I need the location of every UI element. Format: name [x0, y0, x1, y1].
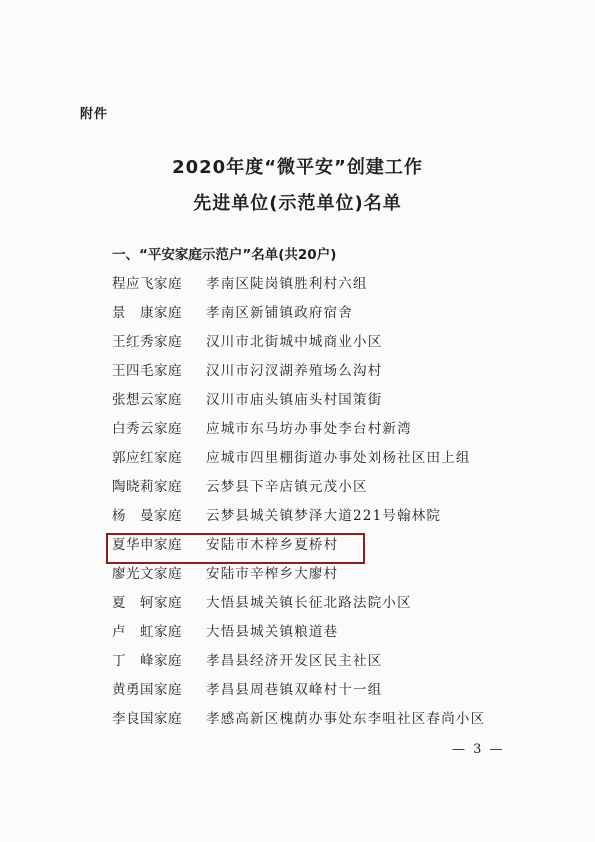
attachment-label: 附件	[80, 107, 109, 122]
household-address: 大悟县城关镇长征北路法院小区	[206, 595, 412, 611]
household-address: 云梦县城关镇梦泽大道221号翰林院	[206, 508, 442, 524]
list-item	[112, 391, 485, 420]
section-heading: 一、“平安家庭示范户”名单(共20户)	[112, 247, 337, 263]
household-name: 陶晓莉家庭	[112, 479, 182, 495]
household-name: 廖光文家庭	[112, 566, 182, 582]
household-address: 应城市四里棚街道办事处刘杨社区田上组	[206, 450, 471, 466]
highlight-box	[106, 533, 365, 564]
household-address: 应城市东马坊办事处李台村新湾	[206, 421, 412, 437]
household-name: 白秀云家庭	[112, 421, 182, 437]
household-address: 安陆市木梓乡夏桥村	[206, 537, 339, 553]
household-name: 夏 轲家庭	[112, 595, 182, 611]
household-name: 王红秀家庭	[112, 334, 182, 350]
household-name: 卢 虹家庭	[112, 624, 182, 640]
household-address: 孝南区新铺镇政府宿舍	[206, 305, 353, 321]
household-address: 孝昌县经济开发区民主社区	[206, 653, 383, 669]
household-address: 孝感高新区槐荫办事处东李咀社区春尚小区	[206, 711, 486, 727]
household-address: 汉川市北街城中城商业小区	[206, 334, 383, 350]
document-title-line-1: 2020年度“微平安”创建工作	[172, 157, 423, 178]
household-name: 程应飞家庭	[112, 276, 182, 292]
list-item	[112, 594, 485, 623]
list-item	[112, 449, 485, 478]
list-item	[112, 623, 485, 652]
list-item	[112, 681, 485, 710]
household-name: 黄勇国家庭	[112, 682, 182, 698]
household-address: 孝南区陡岗镇胜利村六组	[206, 276, 368, 292]
list-item	[112, 507, 485, 536]
household-list	[112, 275, 485, 739]
household-address: 安陆市辛榨乡大廖村	[206, 566, 339, 582]
household-name: 李良国家庭	[112, 711, 182, 727]
household-address: 汉川市汈汊湖养殖场么沟村	[206, 363, 383, 379]
list-item	[112, 275, 485, 304]
list-item	[112, 333, 485, 362]
household-address: 汉川市庙头镇庙头村国策街	[206, 392, 383, 408]
list-item	[112, 710, 485, 739]
household-address: 孝昌县周巷镇双峰村十一组	[206, 682, 383, 698]
household-address: 云梦县下辛店镇元茂小区	[206, 479, 368, 495]
list-item	[112, 420, 485, 449]
household-name: 景 康家庭	[112, 305, 182, 321]
household-name: 夏华申家庭	[112, 537, 182, 553]
list-item	[112, 304, 485, 333]
household-address: 大悟县城关镇粮道巷	[206, 624, 339, 640]
household-name: 郭应红家庭	[112, 450, 182, 466]
list-item	[112, 652, 485, 681]
household-name: 杨 曼家庭	[112, 508, 182, 524]
page-number: — 3 —	[452, 742, 505, 757]
household-name: 张想云家庭	[112, 392, 182, 408]
document-title-line-2: 先进单位(示范单位)名单	[193, 193, 402, 214]
household-name: 王四毛家庭	[112, 363, 182, 379]
list-item	[112, 478, 485, 507]
household-name: 丁 峰家庭	[112, 653, 182, 669]
list-item	[112, 565, 485, 594]
list-item	[112, 362, 485, 391]
